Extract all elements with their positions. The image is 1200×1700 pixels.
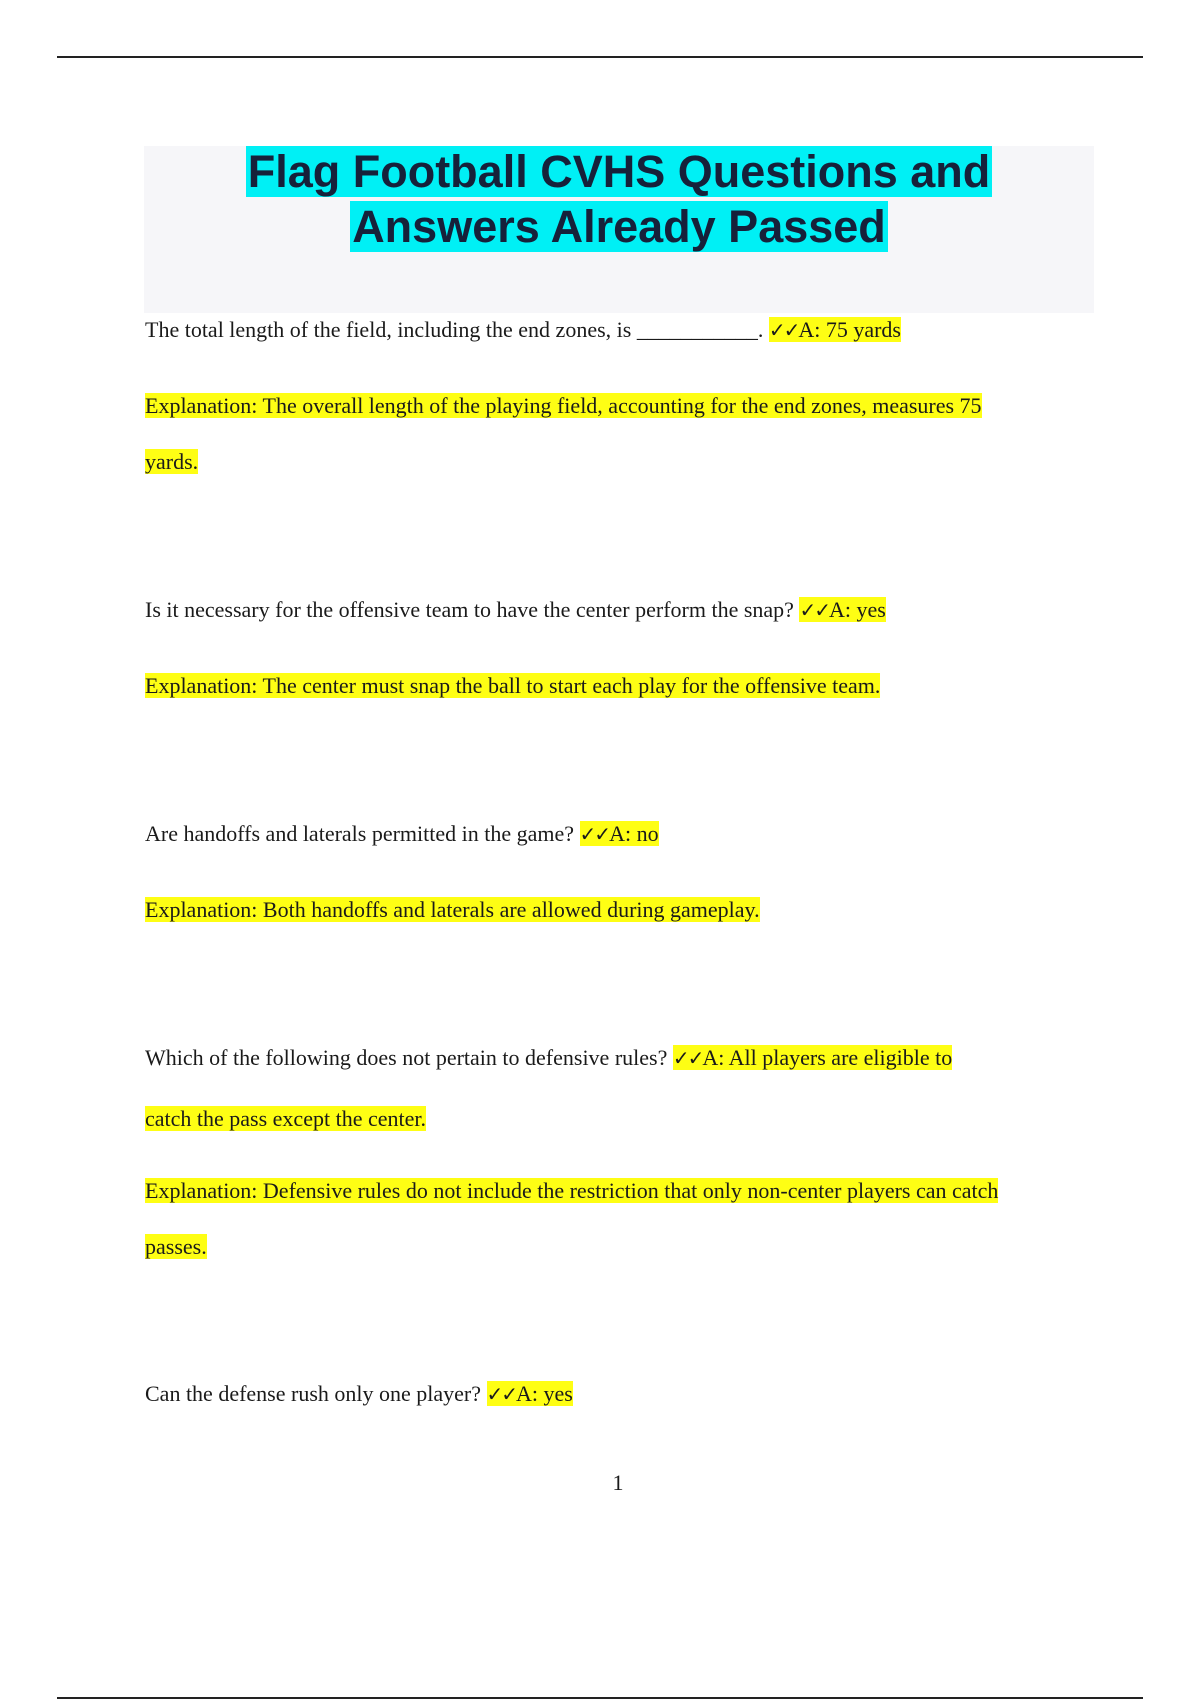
- explanation-text: Explanation: Both handoffs and laterals are allowed during gameplay.: [145, 897, 760, 922]
- double-check-icon: ✓✓: [486, 1382, 517, 1406]
- double-check-icon: ✓✓: [768, 318, 799, 342]
- question-text: The total length of the field, including the end zones, is ___________.: [145, 317, 769, 342]
- question-4: [145, 1043, 952, 1073]
- explanation-text: Explanation: The center must snap the ball to start each play for the offensive team.: [145, 673, 881, 698]
- explanation-3-line-1: [145, 895, 760, 925]
- double-check-icon: ✓✓: [799, 598, 829, 622]
- question-1: [145, 315, 901, 345]
- answer-4-continuation: [145, 1104, 426, 1134]
- answer-text: A: 75 yards: [798, 317, 901, 342]
- page-number: 1: [612, 1470, 624, 1495]
- answer-text: A: yes: [828, 597, 886, 622]
- explanation-4-line-1: [145, 1176, 998, 1206]
- double-check-icon: ✓✓: [579, 822, 610, 846]
- answer-highlight: [799, 597, 885, 622]
- explanation-text: Explanation: Defensive rules do not include the restriction that only non-center players can catch: [145, 1178, 999, 1203]
- explanation-4-line-2: [145, 1232, 207, 1262]
- question-2: [145, 595, 886, 625]
- question-text: Is it necessary for the offensive team to have the center perform the snap?: [145, 597, 800, 622]
- title-line-2: Answers Already Passed: [352, 201, 886, 252]
- answer-text: catch the pass except the center.: [145, 1106, 426, 1131]
- answer-text: A: yes: [516, 1381, 573, 1406]
- explanation-1-line-2: [145, 447, 198, 477]
- top-rule: [57, 56, 1143, 58]
- answer-text: A: All players are eligible to: [702, 1045, 953, 1070]
- question-text: Are handoffs and laterals permitted in the game?: [145, 821, 580, 846]
- explanation-text: passes.: [145, 1234, 207, 1259]
- explanation-text: Explanation: The overall length of the playing field, accounting for the end zones, measures 75: [145, 393, 982, 418]
- title-line-1: Flag Football CVHS Questions and: [247, 146, 991, 197]
- double-check-icon: ✓✓: [672, 1046, 703, 1070]
- explanation-2-line-1: [145, 671, 880, 701]
- explanation-text: yards.: [145, 449, 199, 474]
- question-text: Which of the following does not pertain to defensive rules?: [145, 1045, 673, 1070]
- question-3: [145, 819, 659, 849]
- answer-highlight: [580, 821, 659, 846]
- bottom-rule: [57, 1697, 1143, 1699]
- explanation-1-line-1: [145, 391, 982, 421]
- answer-highlight: [769, 317, 901, 342]
- answer-highlight: [673, 1045, 952, 1070]
- document-title: [144, 144, 1094, 254]
- question-5: [145, 1379, 573, 1409]
- answer-text: A: no: [609, 821, 659, 846]
- answer-highlight: [487, 1381, 573, 1406]
- question-text: Can the defense rush only one player?: [145, 1381, 487, 1406]
